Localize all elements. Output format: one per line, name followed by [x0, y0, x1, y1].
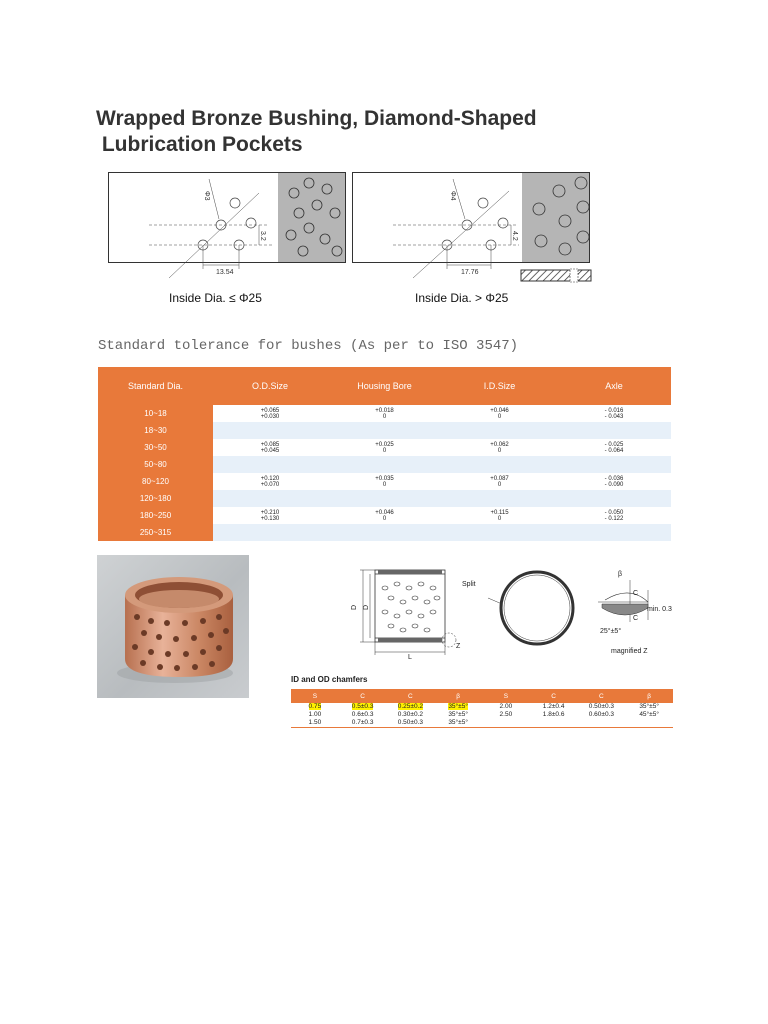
od-size-cell: +0.085 +0.045	[213, 439, 327, 456]
housing-bore-cell	[327, 422, 442, 439]
table-cell: 35°±5°	[639, 703, 659, 710]
column-header: I.D.Size	[442, 367, 557, 405]
table-header-row	[291, 689, 673, 703]
table-row	[98, 456, 671, 473]
hole-diameter-label: Φ4	[449, 191, 456, 201]
axle-cell	[557, 422, 671, 439]
pocket-drawing-large	[352, 172, 590, 276]
column-header: C	[530, 689, 578, 703]
id-size-cell: +0.046 0	[442, 405, 557, 422]
standard-dia-cell: 80~120	[98, 473, 213, 490]
tolerance-table	[98, 367, 671, 541]
column-header: Housing Bore	[327, 367, 442, 405]
id-size-cell	[442, 490, 557, 507]
id-size-cell	[442, 524, 557, 541]
bushing-section-drawing	[330, 560, 675, 672]
axle-cell: - 0.050 - 0.122	[557, 507, 671, 524]
od-size-cell: +0.120 +0.070	[213, 473, 327, 490]
table-cell: 35°±5°	[448, 719, 468, 726]
table-row	[291, 711, 673, 719]
lubricated-surface	[278, 173, 345, 262]
magnified-z-label: magnified Z	[611, 648, 648, 655]
od-size-cell	[213, 490, 327, 507]
od-size-cell	[213, 456, 327, 473]
housing-bore-cell: +0.035 0	[327, 473, 442, 490]
axle-cell: - 0.025 - 0.064	[557, 439, 671, 456]
inner-diameter-label: D	[363, 604, 370, 610]
id-size-cell	[442, 456, 557, 473]
page-title-line-2: Lubrication Pockets	[96, 133, 303, 156]
table-cell	[530, 719, 578, 728]
table-cell: 35°±5°	[448, 711, 468, 718]
outer-diameter-label: D	[351, 604, 358, 610]
id-size-cell: +0.115 0	[442, 507, 557, 524]
table-header-row	[98, 367, 671, 405]
standard-dia-cell: 30~50	[98, 439, 213, 456]
table-cell: 0.7±0.3	[351, 719, 374, 726]
column-header: Standard Dia.	[98, 367, 213, 405]
standard-dia-cell: 18~30	[98, 422, 213, 439]
table-row	[98, 473, 671, 490]
chamfer-ci-label: C	[633, 590, 639, 597]
drawing-caption: Inside Dia. ≤ Φ25	[169, 291, 262, 305]
od-size-cell	[213, 524, 327, 541]
table-cell: 0.6±0.3	[351, 711, 374, 718]
column-header: β	[625, 689, 673, 703]
standard-dia-cell: 10~18	[98, 405, 213, 422]
standard-dia-cell: 180~250	[98, 507, 213, 524]
table-row	[291, 703, 673, 711]
detail-z-label: Z	[456, 643, 461, 650]
pocket-layout-svg	[109, 173, 345, 276]
pitch-label: 13.54	[216, 269, 234, 276]
housing-bore-cell: +0.046 0	[327, 507, 442, 524]
table-row	[98, 439, 671, 456]
bushing-end-view	[501, 572, 573, 644]
od-size-cell	[213, 422, 327, 439]
chamfer-detail	[605, 593, 648, 602]
chamfer-co-label: C	[633, 615, 639, 622]
id-size-cell	[442, 422, 557, 439]
table-row	[98, 405, 671, 422]
chamfer-table	[291, 689, 673, 728]
axle-cell: - 0.036 - 0.090	[557, 473, 671, 490]
axle-cell: - 0.016 - 0.043	[557, 405, 671, 422]
table-cell: 45°±5°	[639, 711, 659, 718]
column-header: Axle	[557, 367, 671, 405]
bushing-photo	[97, 555, 249, 698]
angle-label: 25°±5°	[600, 628, 622, 635]
table-cell	[578, 719, 626, 728]
id-size-cell: +0.062 0	[442, 439, 557, 456]
table-cell: 35°±5°	[448, 703, 468, 710]
split-label: Split	[462, 581, 476, 588]
column-header: C	[339, 689, 387, 703]
column-header: O.D.Size	[213, 367, 327, 405]
bushing-side-view	[375, 570, 445, 642]
housing-bore-cell: +0.018 0	[327, 405, 442, 422]
table-cell	[625, 719, 673, 728]
table-row	[98, 422, 671, 439]
chamfer-table-title: ID and OD chamfers	[291, 675, 368, 684]
bronze-bushing-image	[97, 555, 249, 698]
table-row	[98, 524, 671, 541]
housing-bore-cell	[327, 456, 442, 473]
table-cell: 1.50	[308, 719, 322, 726]
page-title-line-1: Wrapped Bronze Bushing, Diamond-Shaped	[96, 107, 537, 130]
housing-bore-cell	[327, 490, 442, 507]
table-cell: 0.25±0.2	[397, 703, 423, 710]
beta-label: β	[618, 571, 623, 578]
table-cell: 1.8±0.6	[542, 711, 565, 718]
table-cell: 0.60±0.3	[588, 711, 614, 718]
axle-cell	[557, 490, 671, 507]
table-row	[98, 507, 671, 524]
table-cell: 1.00	[308, 711, 322, 718]
column-header: C	[578, 689, 626, 703]
table-cell: 1.2±0.4	[542, 703, 565, 710]
axle-cell	[557, 456, 671, 473]
axle-cell	[557, 524, 671, 541]
table-cell: 2.00	[499, 703, 513, 710]
wall-section-icon	[520, 268, 592, 284]
page-title	[96, 106, 616, 158]
table-row	[291, 719, 673, 728]
column-header: C	[387, 689, 435, 703]
id-size-cell: +0.087 0	[442, 473, 557, 490]
table-row	[98, 490, 671, 507]
pitch-label: 17.76	[461, 269, 479, 276]
standard-dia-cell: 50~80	[98, 456, 213, 473]
column-header: S	[482, 689, 530, 703]
od-size-cell: +0.065 +0.030	[213, 405, 327, 422]
pocket-drawing-small	[108, 172, 346, 276]
step-label: 3.2	[259, 231, 266, 241]
standard-dia-cell: 120~180	[98, 490, 213, 507]
table-cell: 0.30±0.2	[397, 711, 423, 718]
table-cell	[482, 719, 530, 728]
hole-diameter-label: Φ3	[203, 191, 210, 201]
table-cell: 2.50	[499, 711, 513, 718]
housing-bore-cell: +0.025 0	[327, 439, 442, 456]
drawing-caption: Inside Dia. > Φ25	[415, 291, 509, 305]
od-size-cell: +0.210 +0.130	[213, 507, 327, 524]
length-label: L	[408, 654, 412, 661]
step-label: 4.2	[511, 231, 518, 241]
pocket-layout-svg	[353, 173, 589, 276]
min-thickness-label: min. 0.3	[647, 606, 672, 613]
column-header: β	[434, 689, 482, 703]
housing-bore-cell	[327, 524, 442, 541]
table-cell: 0.50±0.3	[588, 703, 614, 710]
standard-dia-cell: 250~315	[98, 524, 213, 541]
table-cell: 0.5±0.3	[351, 703, 374, 710]
column-header: S	[291, 689, 339, 703]
table-cell: 0.75	[308, 703, 322, 710]
tolerance-subtitle: Standard tolerance for bushes (As per to ISO 3547)	[98, 338, 519, 354]
table-cell: 0.50±0.3	[397, 719, 423, 726]
